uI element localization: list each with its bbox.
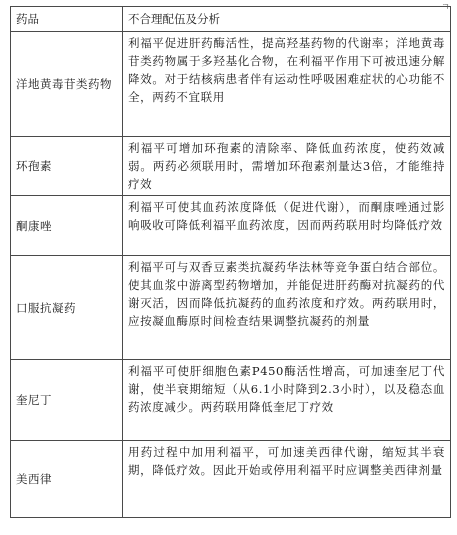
drug-name-cell: 酮康唑	[11, 196, 123, 256]
table-row	[11, 360, 451, 441]
drug-name-cell: 口服抗凝药	[11, 256, 123, 360]
table-row	[11, 137, 451, 196]
analysis-cell: 利福平可增加环孢素的清除率、降低血药浓度，使药效减弱。两药必须联用时，需增加环孢素剂量达3倍，才能维持疗效	[123, 137, 451, 196]
table-row	[11, 196, 451, 256]
analysis-cell: 利福平可使肝细胞色素P450酶活性增高，可加速奎尼丁代谢，使半衰期缩短（从6.1小时降到2.3小时），以及稳态血药浓度减少。两药联用降低奎尼丁疗效	[123, 360, 451, 441]
drug-name-cell: 美西律	[11, 441, 123, 518]
page-corner-mark: ㄱ	[441, 3, 451, 13]
table-row	[11, 32, 451, 137]
drug-name-cell: 环孢素	[11, 137, 123, 196]
table-row	[11, 441, 451, 518]
analysis-cell: 利福平促进肝药酶活性，提高羟基药物的代谢率；洋地黄毒苷类药物属于多羟基化合物，在利福平作用下可被迅速分解降效。对于结核病患者伴有运动性呼吸困难症状的心功能不全，两药不宜联用	[123, 32, 451, 137]
header-analysis: 不合理配伍及分析	[123, 7, 451, 32]
analysis-cell: 利福平可与双香豆素类抗凝药华法林等竞争蛋白结合部位。使其血浆中游离型药物增加，并能促进肝药酶对抗凝药的代谢灭活，因而降低抗凝药的血药浓度和疗效。两药联用时，应按凝血酶原时间检查结果调整抗凝药的剂量	[123, 256, 451, 360]
header-drug: 药品	[11, 7, 123, 32]
drug-interaction-table	[10, 6, 451, 518]
drug-name-cell: 奎尼丁	[11, 360, 123, 441]
table-row	[11, 256, 451, 360]
drug-name-cell: 洋地黄毒苷类药物	[11, 32, 123, 137]
table-header-row	[11, 7, 451, 32]
analysis-cell: 用药过程中加用利福平，可加速美西律代谢，缩短其半衰期，降低疗效。因此开始或停用利福平时应调整美西律剂量	[123, 441, 451, 518]
analysis-cell: 利福平可使其血药浓度降低（促进代谢），而酮康唑通过影响吸收可降低利福平血药浓度，因而两药联用时均降低疗效	[123, 196, 451, 256]
